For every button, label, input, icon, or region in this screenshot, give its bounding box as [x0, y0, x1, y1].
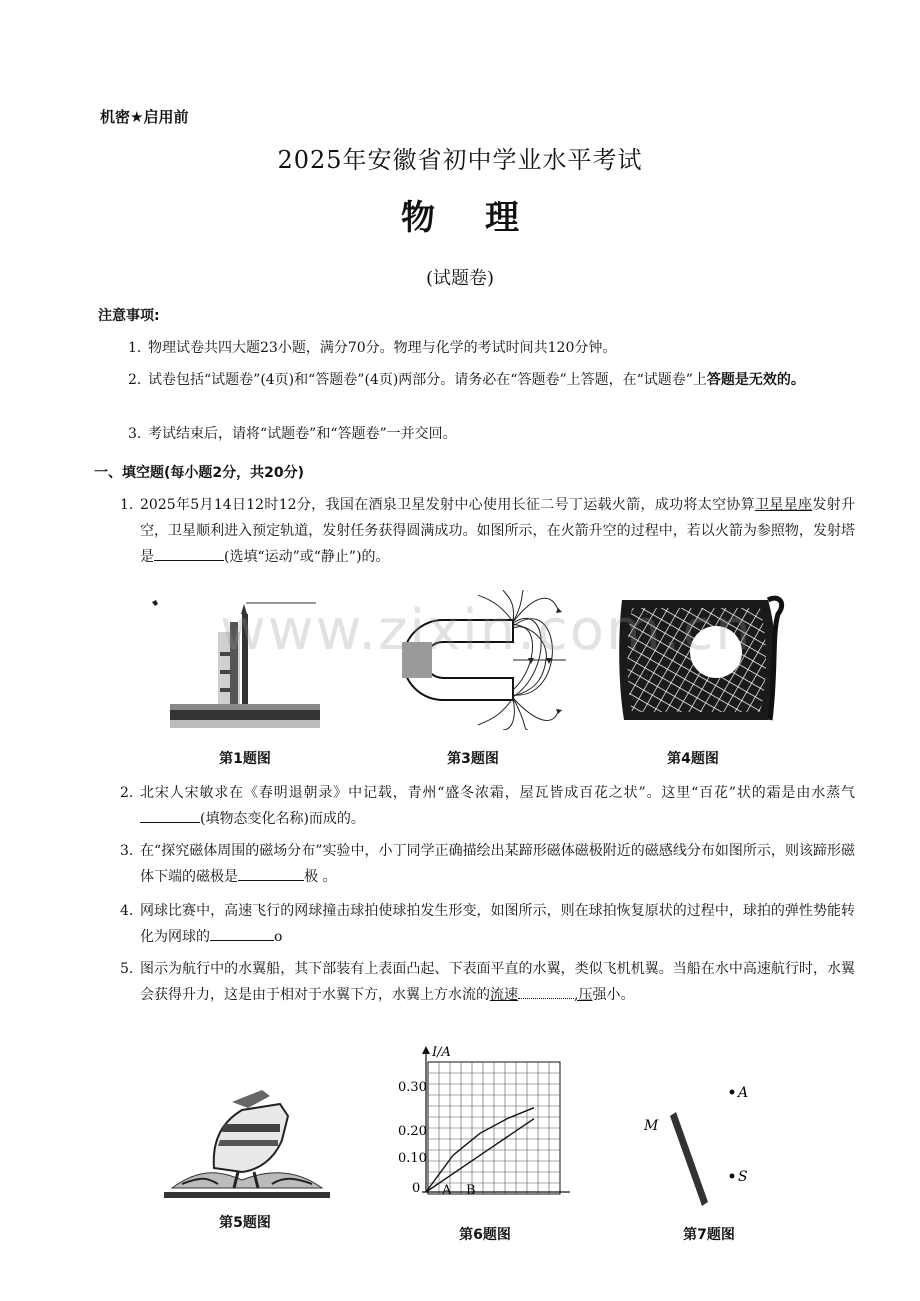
- question-number: 1.: [120, 497, 134, 513]
- figure-6-current-graph: [394, 1044, 574, 1204]
- question-3: [120, 838, 855, 890]
- confidential-label: 机密★启用前: [100, 108, 189, 126]
- y-tick-label: 0.30: [398, 1080, 427, 1095]
- mirror-label: M: [644, 1118, 659, 1134]
- question-number: 3.: [120, 843, 134, 859]
- question-text: 网球比赛中，高速飞行的网球撞击球拍使球拍发生形变，如图所示，则在球拍恢复原状的过程中，球拍的弹性势能转化为网球的 o: [140, 903, 855, 945]
- figure-5-hydrofoil-photo: [162, 1080, 332, 1200]
- answer-blank[interactable]: [238, 864, 304, 881]
- watermark: www.zixin.com.cn: [220, 598, 753, 663]
- note-text: 物理试卷共四大题23小题，满分70分。物理与化学的考试时间共120分钟。: [148, 340, 617, 356]
- figure-caption: 第5题图: [219, 1215, 271, 1231]
- question-text: 北宋人宋敏求在《春明退朝录》中记载，青州“盛冬浓霜，屋瓦皆成百花之状”。这里“百花”状的霜是由水蒸气(填物态变化名称)而成的。: [140, 785, 855, 827]
- question-1: [120, 492, 855, 570]
- question-text: 2025年5月14日12时12分，我国在酒泉卫星发射中心使用长征二号丁运载火箭，成功将太空协算卫星星座发射升空，卫星顺利进入预定轨道，发射任务获得圆满成功。如图所示，在火箭升空的过程中，若以火箭为参照物，发射塔是 (选填“运动”或“静止”)的。: [140, 497, 855, 565]
- note-text: 试卷包括“试题卷”(4页)和“答题卷”(4页)两部分。请务必在“答题卷”上答题，在“试题卷”上答题是无效的。: [148, 372, 805, 388]
- series-line-a: [426, 1119, 534, 1192]
- question-number: 2.: [120, 785, 134, 801]
- figure-caption: 第4题图: [667, 751, 719, 767]
- figure-7-mirror-diagram: [636, 1070, 776, 1210]
- figure-caption: 第7题图: [683, 1227, 735, 1243]
- y-axis-label: I/A: [432, 1045, 451, 1060]
- answer-blank[interactable]: [210, 924, 274, 941]
- series-label-a: A: [442, 1183, 452, 1198]
- note-number: 1.: [128, 340, 142, 356]
- y-tick-label: 0.20: [398, 1124, 427, 1139]
- note-item: [128, 422, 858, 446]
- y-axis-arrow: [422, 1046, 430, 1054]
- question-text: 图示为航行中的水翼船，其下部装有上表面凸起、下表面平直的水翼，类似飞机机翼。当船在水中高速航行时，水翼会获得升力，这是由于相对于水翼下方，水翼上方水流的流速 ,压强小。: [140, 961, 855, 1003]
- question-number: 4.: [120, 903, 134, 919]
- figure-caption: 第1题图: [219, 751, 271, 767]
- figure-caption: 第6题图: [459, 1227, 511, 1243]
- y-tick-label: 0: [412, 1181, 421, 1196]
- note-number: 2.: [128, 372, 142, 388]
- plane-mirror: [670, 1112, 708, 1206]
- question-2: [120, 780, 855, 832]
- point-a-dot: [730, 1090, 735, 1095]
- chart-grid: [428, 1062, 560, 1194]
- y-tick-label: 0.10: [398, 1151, 427, 1166]
- note-number: 3.: [128, 426, 142, 442]
- paper-type: (试题卷): [425, 268, 495, 289]
- question-number: 5.: [120, 961, 134, 977]
- subject-title: 物理: [401, 198, 569, 238]
- note-emphasis: 答题是无效的。: [706, 372, 805, 388]
- series-label-b: B: [466, 1183, 476, 1198]
- note-item: [128, 336, 858, 360]
- point-a-label: A: [738, 1085, 749, 1101]
- answer-blank[interactable]: [518, 982, 574, 999]
- point-s-label: S: [738, 1169, 748, 1185]
- point-s-dot: [730, 1174, 735, 1179]
- notes-heading: 注意事项:: [98, 308, 160, 324]
- section-heading: 一、填空题(每小题2分，共20分): [94, 465, 305, 481]
- note-item: [128, 368, 858, 392]
- question-text: 在“探究磁体周围的磁场分布”实验中，小丁同学正确描绘出某蹄形磁体磁极附近的磁感线分布如图所示，则该蹄形磁体下端的磁极是 极 。: [140, 843, 855, 885]
- question-5: [120, 956, 855, 1008]
- question-4: [120, 898, 855, 950]
- answer-blank[interactable]: [154, 544, 224, 561]
- answer-blank[interactable]: [140, 806, 200, 823]
- note-text: 考试结束后，请将“试题卷”和“答题卷”一并交回。: [148, 426, 457, 442]
- exam-title: 2025年安徽省初中学业水平考试: [277, 146, 643, 174]
- figure-caption: 第3题图: [447, 751, 499, 767]
